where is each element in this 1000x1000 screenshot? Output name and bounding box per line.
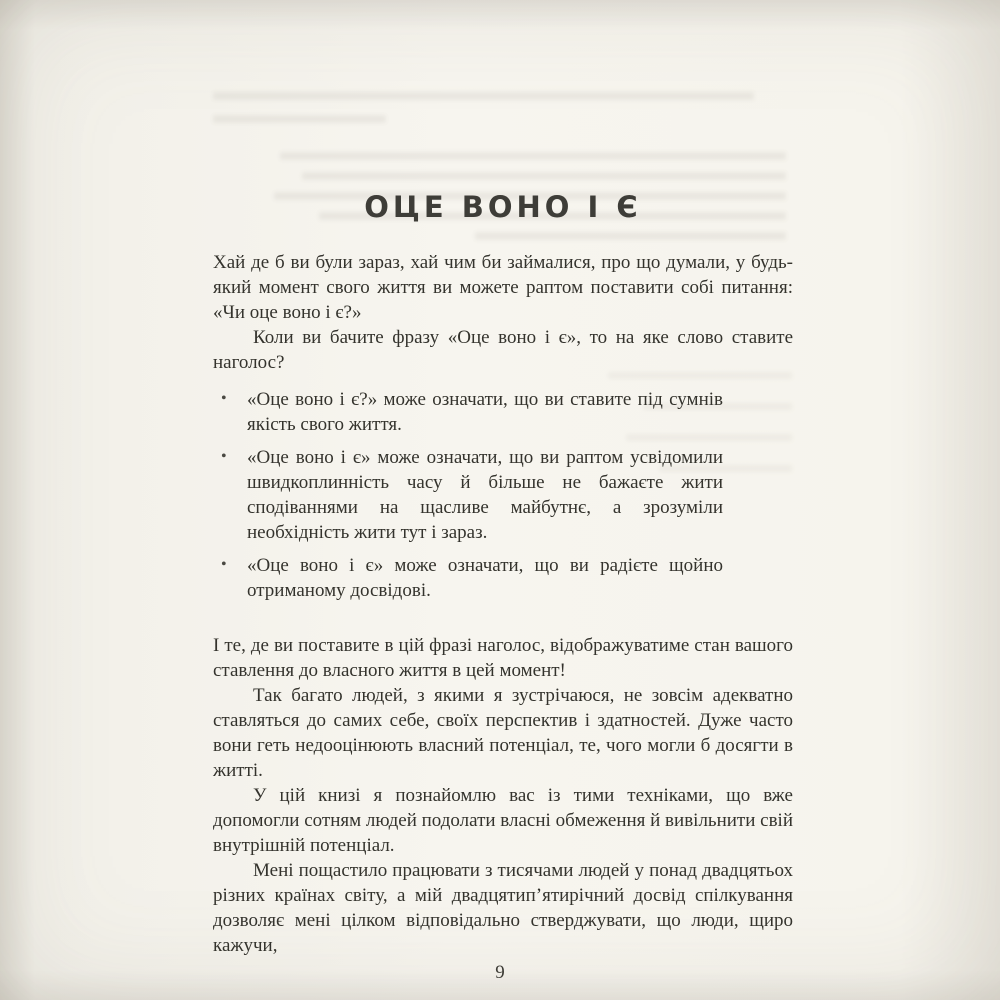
paragraph: У цій книзі я познайомлю вас із тими техніками, що вже допомогли сотням людей подолати власні обмеження й вивільнити свій внутрішній потенціал. <box>213 785 794 856</box>
list-item <box>221 387 723 437</box>
list-item-text: «Оце воно і є» може означати, що ви раптом усвідомили швидкоплинність часу й більше не бажаєте жити сподіваннями на щасливе майбутнє, а зрозуміли необхідність жити тут і зараз. <box>247 447 723 543</box>
paragraph: І те, де ви поставите в цій фразі наголос, відображуватиме стан вашого ставлення до власного життя в цей момент! <box>213 635 793 681</box>
body-text <box>213 250 793 958</box>
paragraph: Коли ви бачите фразу «Оце воно і є», то на яке слово ставите наголос? <box>213 327 793 373</box>
list-item-text: «Оце воно і є?» може означати, що ви ставите під сумнів якість свого життя. <box>247 389 723 435</box>
paragraph: Мені пощастило працювати з тисячами людей у понад двадцятьох різних країнах світу, а мій двадцятип’ятирічний досвід спілкування дозволяє мені цілком відповідально стверджувати, що люди, щиро кажучи, <box>213 860 793 956</box>
bullet-icon: • <box>221 390 227 407</box>
list-item <box>221 553 723 603</box>
bullet-icon: • <box>221 556 227 573</box>
page-number: 9 <box>495 962 505 983</box>
bullet-list <box>213 387 793 603</box>
paragraph: Хай де б ви були зараз, хай чим би займалися, про що думали, у будь-який момент свого життя ви можете раптом поставити собі питання: «Чи оце воно і є?» <box>213 252 793 323</box>
paragraph: Так багато людей, з якими я зустрічаюся, не зовсім адекватно ставляться до самих себе, своїх перспектив і здатностей. Дуже часто вони геть недооцінюють власний потенціал, те, чого могли б досягти в житті. <box>213 685 793 781</box>
list-item-text: «Оце воно і є» може означати, що ви радієте щойно отриманому досвідові. <box>247 555 723 601</box>
chapter-title: ОЦЕ ВОНО І Є <box>364 190 642 224</box>
bullet-icon: • <box>221 448 227 465</box>
page-content <box>213 0 793 958</box>
list-item <box>221 445 723 545</box>
